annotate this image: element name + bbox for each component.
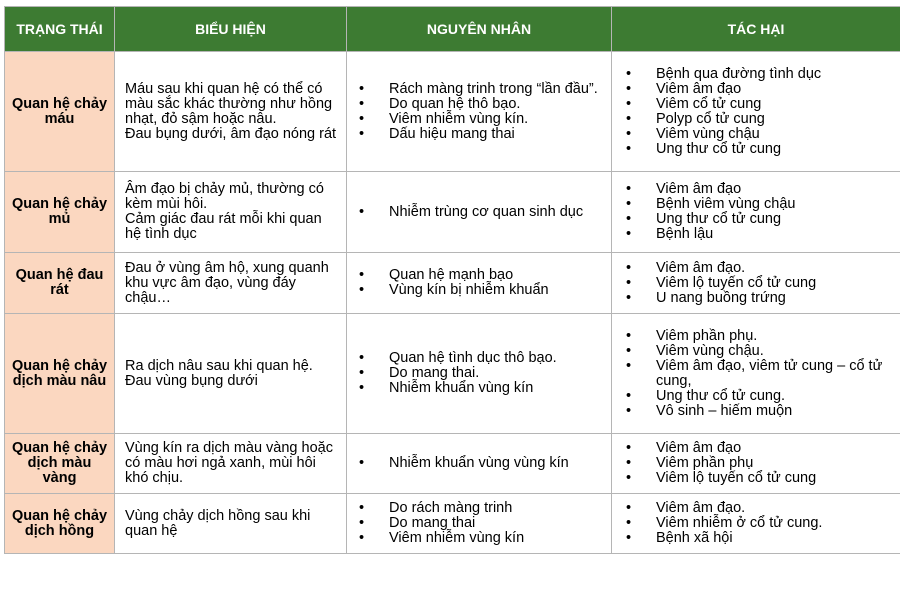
cause-item: • Vùng kín bị nhiễm khuẩn [347,283,611,298]
cause-cell [347,52,612,172]
effect-item: • Viêm âm đạo, viêm tử cung – cổ tử cung, [612,359,900,389]
header-effect: TÁC HẠI [612,7,900,52]
symptom-cell [115,494,347,554]
effect-cell [612,434,900,494]
cause-item: • Do quan hệ thô bạo. [347,97,611,112]
table-row [5,172,900,253]
table-row [5,434,900,494]
symptom-text: Âm đạo bị chảy mủ, thường có kèm mùi hôi. [125,181,324,212]
cause-item: • Dấu hiệu mang thai [347,127,611,142]
effect-item: • Bệnh xã hội [612,531,900,546]
symptom-text: Đau ở vùng âm hộ, xung quanh khu vực âm đạo, vùng đáy chậu… [125,259,329,306]
effect-item: • Viêm lộ tuyến cổ tử cung [612,276,900,291]
symptom-cell [115,52,347,172]
cause-cell [347,253,612,314]
effect-item: • Viêm âm đạo [612,82,900,97]
header-cause: NGUYÊN NHÂN [347,7,612,52]
symptom-text: Vùng kín ra dịch màu vàng hoặc có màu hơi ngả xanh, mùi hôi khó chịu. [125,440,333,486]
effect-item: • Ung thư cổ tử cung. [612,389,900,404]
header-state: TRẠNG THÁI [5,7,115,52]
cause-item: • Nhiễm trùng cơ quan sinh dục [347,205,611,220]
state-cell: Quan hệ chảy dịch hồng [5,494,115,554]
cause-item: • Quan hệ tình dục thô bạo. [347,351,611,366]
effect-item: • Vô sinh – hiếm muộn [612,404,900,419]
cause-item: • Nhiễm khuẩn vùng kín [347,381,611,396]
cause-item: • Viêm nhiễm vùng kín. [347,112,611,127]
effect-cell [612,253,900,314]
symptoms-table [4,6,900,554]
symptom-text: Đau bụng dưới, âm đạo nóng rát [125,125,337,142]
effect-item: • Viêm nhiễm ở cổ tử cung. [612,516,900,531]
state-cell: Quan hệ chảy dịch màu nâu [5,314,115,434]
symptom-text: Đau vùng bụng dưới [125,372,258,389]
effect-item: • Viêm cổ tử cung [612,97,900,112]
effect-item: • Polyp cổ tử cung [612,112,900,127]
cause-item: • Do mang thai. [347,366,611,381]
cause-cell [347,314,612,434]
effect-item: • Ung thư cổ tử cung [612,212,900,227]
cause-item: • Viêm nhiễm vùng kín [347,531,611,546]
cause-item: • Quan hệ mạnh bạo [347,268,611,283]
effect-item: • Viêm âm đạo. [612,261,900,276]
effect-item: • Viêm âm đạo. [612,501,900,516]
symptom-cell [115,253,347,314]
symptom-cell [115,434,347,494]
effect-item: • Viêm phần phụ. [612,329,900,344]
cause-cell [347,494,612,554]
cause-item: • Rách màng trinh trong “lần đầu”. [347,82,611,97]
table-row [5,314,900,434]
symptom-text: Cảm giác đau rát mỗi khi quan hệ tình dục [125,211,322,242]
effect-cell [612,314,900,434]
symptom-text: Vùng chảy dịch hồng sau khi quan hệ [125,507,311,539]
effect-cell [612,52,900,172]
table-row [5,52,900,172]
cause-item: • Nhiễm khuẩn vùng vùng kín [347,456,611,471]
symptom-text: Máu sau khi quan hệ có thể có màu sắc khác thường như hồng nhạt, đỏ sậm hoặc nâu. [125,80,333,127]
effect-item: • Viêm phần phụ [612,456,900,471]
header-symptom: BIỂU HIỆN [115,7,347,52]
effect-cell [612,172,900,253]
effect-item: • Bệnh lậu [612,227,900,242]
state-cell: Quan hệ đau rát [5,253,115,314]
table-row [5,253,900,314]
cause-cell [347,434,612,494]
state-cell: Quan hệ chảy máu [5,52,115,172]
effect-item: • Viêm lộ tuyến cổ tử cung [612,471,900,486]
state-cell: Quan hệ chảy dịch màu vàng [5,434,115,494]
effect-item: • Viêm âm đạo [612,441,900,456]
effect-cell [612,494,900,554]
state-cell: Quan hệ chảy mủ [5,172,115,253]
table-row [5,494,900,554]
symptom-cell [115,172,347,253]
header-row [5,7,900,52]
effect-item: • Viêm vùng chậu. [612,344,900,359]
cause-cell [347,172,612,253]
effect-item: • Ung thư cổ tử cung [612,142,900,157]
effect-item: • Viêm âm đạo [612,182,900,197]
cause-item: • Do mang thai [347,516,611,531]
effect-item: • U nang buồng trứng [612,291,900,306]
effect-item: • Bệnh qua đường tình dục [612,67,900,82]
cause-item: • Do rách màng trinh [347,501,611,516]
symptom-cell [115,314,347,434]
effect-item: • Viêm vùng chậu [612,127,900,142]
effect-item: • Bệnh viêm vùng chậu [612,197,900,212]
symptom-text: Ra dịch nâu sau khi quan hệ. [125,357,313,374]
